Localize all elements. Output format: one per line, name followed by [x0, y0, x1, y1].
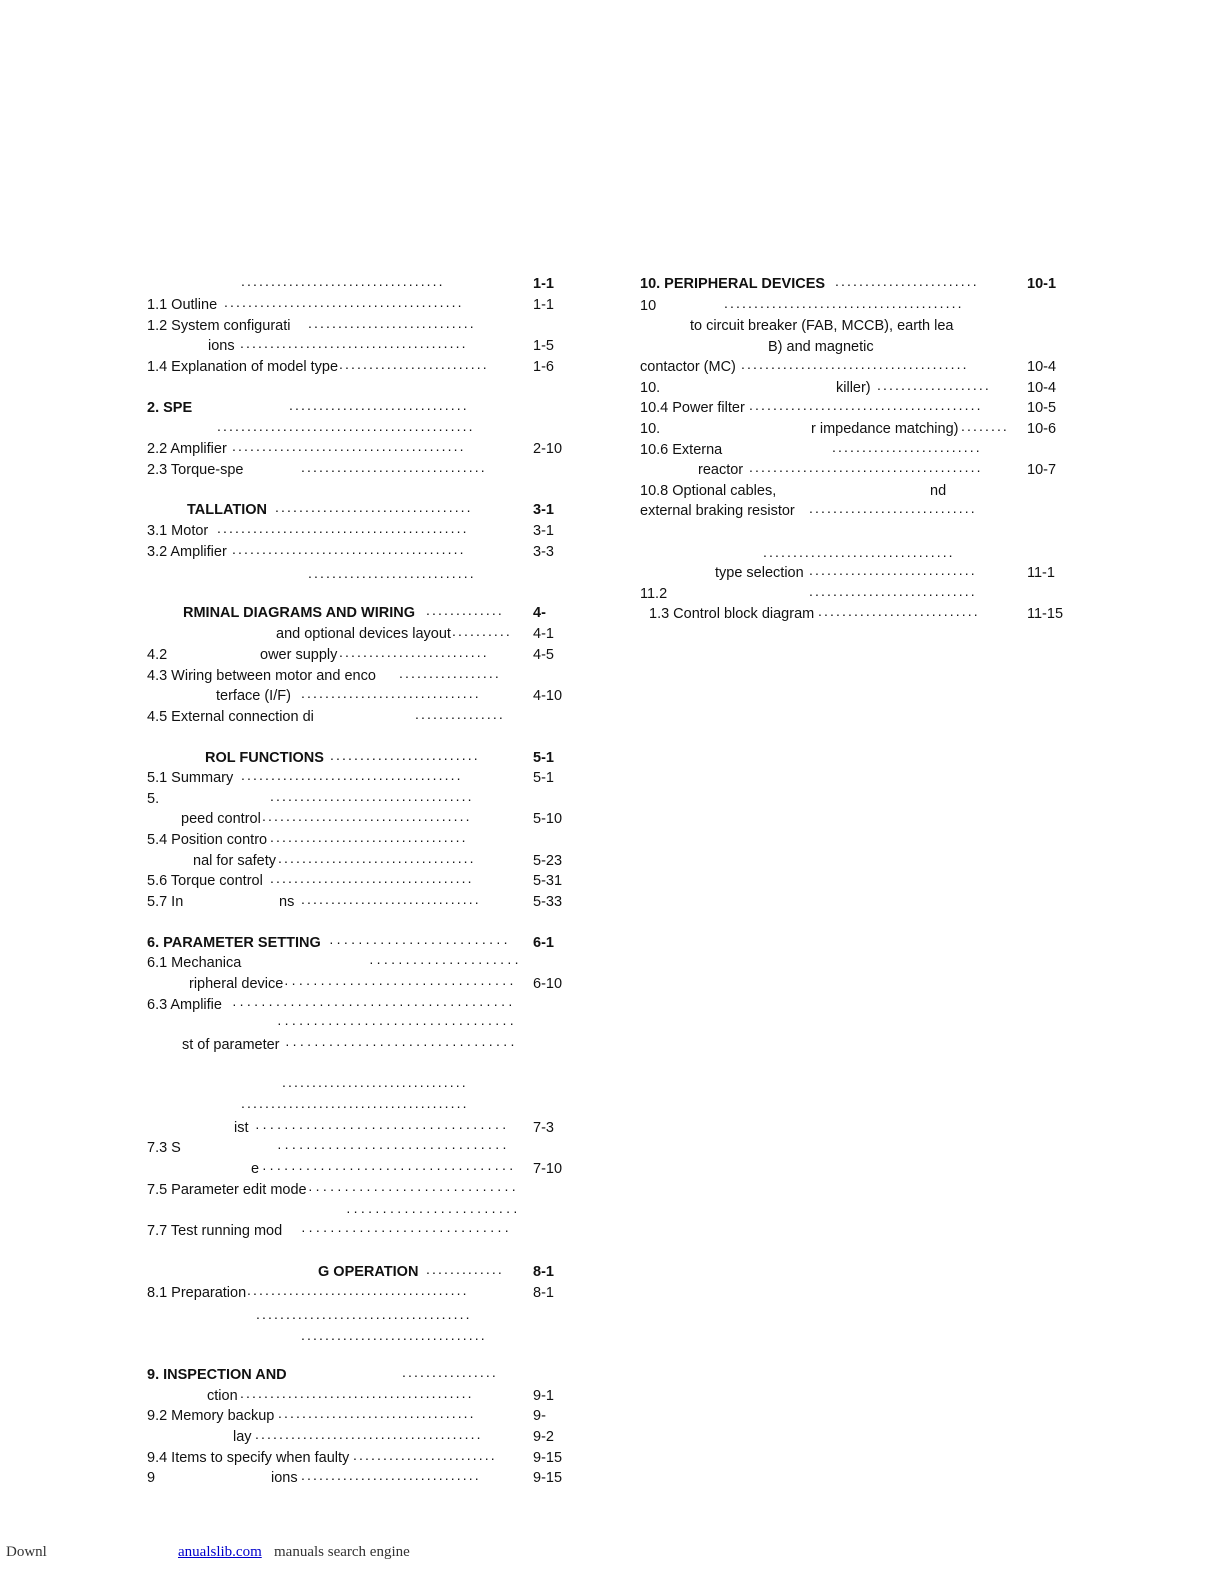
toc-page-number: 10-4	[1027, 380, 1057, 396]
dot-leader: ......................................	[241, 1095, 469, 1111]
toc-entry-title: ist	[234, 1120, 249, 1136]
dot-leader: .................	[399, 665, 501, 681]
toc-page-number: 6-10	[533, 976, 563, 992]
toc-page-number: 10-7	[1027, 462, 1057, 478]
dot-leader: ...............	[415, 706, 505, 722]
toc-page-number: 5-31	[533, 873, 563, 889]
toc-page-number: 7-10	[533, 1161, 563, 1177]
toc-page-number: 4-5	[533, 647, 554, 663]
dot-leader: ···································	[262, 1160, 517, 1176]
toc-entry-title: 11.2	[640, 586, 668, 602]
toc-entry-title-part: r impedance matching)	[811, 421, 959, 437]
toc-page-number: 5-1	[533, 770, 554, 786]
dot-leader: ..............................	[301, 685, 481, 701]
toc-entry-title: 4.2	[147, 647, 168, 663]
toc-entry-title: 5.6 Torque control	[147, 873, 263, 889]
dot-leader: .................................	[278, 1405, 476, 1421]
toc-page-number: 4-1	[533, 626, 554, 642]
toc-entry-title: 1.1 Outline	[147, 297, 218, 313]
toc-entry-title: 6.3 Amplifie	[147, 997, 222, 1013]
toc-entry-title: 6.1 Mechanica	[147, 955, 242, 971]
toc-page-number: 10-1	[1027, 276, 1057, 292]
dot-leader: ........................	[353, 1447, 497, 1463]
dot-leader: ...............................	[282, 1074, 468, 1090]
dot-leader: .....................................	[241, 767, 463, 783]
dot-leader: .....................................	[247, 1282, 469, 1298]
toc-entry-title: 7.3 S	[147, 1140, 181, 1156]
dot-leader: ..................................	[270, 788, 474, 804]
dot-leader: ·······································	[232, 996, 516, 1012]
toc-entry-title: terface (I/F)	[216, 688, 291, 704]
toc-entry-title: 5.	[147, 791, 160, 807]
dot-leader: ·····························	[308, 1181, 519, 1197]
toc-entry-title: 10	[640, 298, 657, 314]
dot-leader: ..............................	[301, 1467, 481, 1483]
toc-entry-title: 2. SPE	[147, 400, 193, 416]
toc-page-number: 4-10	[533, 688, 563, 704]
toc-entry-title: nal for safety	[193, 853, 277, 869]
toc-page-number: 9-15	[533, 1450, 563, 1466]
footer-suffix: manuals search engine	[274, 1544, 410, 1560]
dot-leader: .............	[426, 602, 504, 618]
dot-leader: ........	[961, 418, 1009, 434]
toc-entry-title: 1.2 System configurati	[147, 318, 291, 334]
toc-entry-title: 4.3 Wiring between motor and enco	[147, 668, 376, 684]
toc-entry-title-part: ower supply	[260, 647, 338, 663]
toc-entry-title-part: ns	[279, 894, 295, 910]
toc-page-number: 1-5	[533, 338, 554, 354]
dot-leader: ......................................	[240, 335, 468, 351]
toc-entry-title: 10.4 Power filter	[640, 400, 745, 416]
toc-page-number: 3-1	[533, 502, 554, 518]
dot-leader: ....................................	[256, 1306, 472, 1322]
toc-entry-title: 7.5 Parameter edit mode	[147, 1182, 307, 1198]
dot-leader: ·····························	[301, 1222, 512, 1238]
toc-page-number: 7-3	[533, 1120, 554, 1136]
dot-leader: ...................................	[262, 808, 472, 824]
dot-leader: .......................................	[232, 438, 466, 454]
toc-entry-title: 7.7 Test running mod	[147, 1223, 283, 1239]
toc-page-number: 5-23	[533, 853, 563, 869]
dot-leader: ...........................	[818, 603, 980, 619]
dot-leader: .........................	[339, 356, 489, 372]
footer-prefix: Downl	[6, 1544, 47, 1560]
toc-entry-title: e	[251, 1161, 260, 1177]
toc-entry-title: 10.	[640, 380, 661, 396]
toc-entry-title: 8.1 Preparation	[147, 1285, 247, 1301]
dot-leader: ..............................	[301, 891, 481, 907]
toc-entry-title: 2.3 Torque-spe	[147, 462, 244, 478]
dot-leader: ............................	[308, 315, 476, 331]
toc-entry-title: 5.4 Position contro	[147, 832, 268, 848]
toc-page-number: 5-33	[533, 894, 563, 910]
dot-leader: .........................	[330, 747, 480, 763]
toc-page-number: 5-1	[533, 750, 554, 766]
toc-entry-title: ions	[208, 338, 235, 354]
toc-entry-title: ction	[207, 1388, 238, 1404]
toc-page-number: 1-6	[533, 359, 554, 375]
toc-entry-title: 5.7 In	[147, 894, 184, 910]
dot-leader: ..........	[452, 623, 512, 639]
dot-leader: ................................	[763, 544, 955, 560]
dot-leader: ································	[284, 975, 517, 991]
dot-leader: ......................................	[255, 1426, 483, 1442]
toc-page-number: 10-5	[1027, 400, 1057, 416]
toc-entry-title: peed control	[181, 811, 261, 827]
dot-leader: .................................	[275, 499, 473, 515]
dot-leader: ......................................	[741, 356, 969, 372]
toc-entry-title: 3.2 Amplifier	[147, 544, 227, 560]
dot-leader: .......................................	[749, 397, 983, 413]
dot-leader: ................	[402, 1364, 498, 1380]
toc-entry-title: 3.1 Motor	[147, 523, 209, 539]
toc-entry-title-part: killer)	[836, 380, 871, 396]
toc-entry-title: TALLATION	[187, 502, 267, 518]
dot-leader: ............................	[809, 500, 977, 516]
toc-entry-title-part: ions	[271, 1470, 298, 1486]
dot-leader: ........................	[835, 273, 979, 289]
dot-leader: ·····················	[369, 954, 522, 970]
dot-leader: ..................................	[241, 273, 445, 289]
toc-page-number: 3-1	[533, 523, 554, 539]
toc-entry-title: to circuit breaker (FAB, MCCB), earth lea	[690, 318, 954, 334]
toc-entry-title-part: nd	[930, 483, 947, 499]
dot-leader: .........................	[339, 644, 489, 660]
toc-entry-title: 9.2 Memory backup	[147, 1408, 275, 1424]
dot-leader: ...............................	[301, 459, 487, 475]
dot-leader: .......................................	[749, 459, 983, 475]
toc-entry-title: 4.5 External connection di	[147, 709, 314, 725]
toc-page-number: 10-4	[1027, 359, 1057, 375]
toc-entry-title: contactor (MC)	[640, 359, 736, 375]
toc-page-number: 2-10	[533, 441, 563, 457]
dot-leader: ........................................	[224, 294, 464, 310]
toc-entry-title: st of parameter	[182, 1037, 280, 1053]
toc-entry-title: B) and magnetic	[768, 339, 874, 355]
toc-entry-title: 5.1 Summary	[147, 770, 234, 786]
toc-entry-title: type selection	[715, 565, 804, 581]
toc-entry-title: ripheral device	[189, 976, 284, 992]
toc-page-number: 1-1	[533, 297, 554, 313]
dot-leader: .........................	[832, 439, 982, 455]
toc-entry-title: external braking resistor	[640, 503, 795, 519]
toc-page-number: 4-	[533, 605, 546, 621]
toc-page-number: 11-15	[1027, 606, 1064, 622]
toc-entry-title: 10. PERIPHERAL DEVICES	[640, 276, 826, 292]
toc-page-number: 5-10	[533, 811, 563, 827]
dot-leader: ..............................	[289, 397, 469, 413]
dot-leader: ································	[285, 1036, 518, 1052]
dot-leader: ..................................	[270, 870, 474, 886]
toc-entry-title: 9. INSPECTION AND	[147, 1367, 287, 1383]
toc-page-number: 3-3	[533, 544, 554, 560]
toc-entry-title: 9	[147, 1470, 156, 1486]
toc-page-number: 9-	[533, 1408, 546, 1424]
toc-entry-title: 10.6 Externa	[640, 442, 723, 458]
footer	[6, 1541, 410, 1563]
toc-entry-title: 9.4 Items to specify when faulty	[147, 1450, 350, 1466]
dot-leader: ·························	[329, 934, 511, 950]
manualslib-link[interactable]: anualslib.com	[178, 1544, 262, 1560]
dot-leader: ............................	[809, 583, 977, 599]
dot-leader: ...............................	[301, 1327, 487, 1343]
toc-page-number: 11-1	[1027, 565, 1055, 581]
toc-page-number: 9-2	[533, 1429, 554, 1445]
dot-leader: ································	[277, 1139, 510, 1155]
toc-entry-title: 10.8 Optional cables,	[640, 483, 777, 499]
dot-leader: ...........................................	[217, 418, 475, 434]
dot-leader: .......................................	[240, 1385, 474, 1401]
toc-entry-title: 10.	[640, 421, 661, 437]
dot-leader: ···································	[255, 1119, 510, 1135]
toc-entry-title: ROL FUNCTIONS	[205, 750, 324, 766]
toc-entry-title: 6. PARAMETER SETTING	[147, 935, 321, 951]
dot-leader: ..........................................	[217, 520, 469, 536]
dot-leader: ............................	[809, 562, 977, 578]
dot-leader: .......................................	[232, 541, 466, 557]
dot-leader: .................................	[270, 829, 468, 845]
toc-page-number: 1-1	[533, 276, 554, 292]
dot-leader: ························	[346, 1203, 521, 1219]
toc-entry-title: 1.3 Control block diagram	[649, 606, 815, 622]
toc-page-number: 8-1	[533, 1285, 554, 1301]
toc-page-number: 10-6	[1027, 421, 1057, 437]
toc-entry-title: RMINAL DIAGRAMS AND WIRING	[183, 605, 415, 621]
dot-leader: ·································	[277, 1015, 517, 1031]
toc-entry-title: G OPERATION	[318, 1264, 419, 1280]
dot-leader: ............................	[308, 565, 476, 581]
toc-entry-title: and optional devices layout	[276, 626, 451, 642]
toc-page-number: 9-1	[533, 1388, 554, 1404]
toc-page-number: 6-1	[533, 935, 554, 951]
toc-entry-title: lay	[233, 1429, 252, 1445]
dot-leader: .............	[426, 1261, 504, 1277]
dot-leader: ........................................	[724, 295, 964, 311]
toc-page-number: 9-15	[533, 1470, 563, 1486]
toc-page-number: 8-1	[533, 1264, 554, 1280]
dot-leader: ...................	[877, 377, 991, 393]
dot-leader: .................................	[278, 850, 476, 866]
toc-entry-title: 1.4 Explanation of model type	[147, 359, 339, 375]
toc-entry-title: 2.2 Amplifier	[147, 441, 227, 457]
toc-entry-title: reactor	[698, 462, 744, 478]
